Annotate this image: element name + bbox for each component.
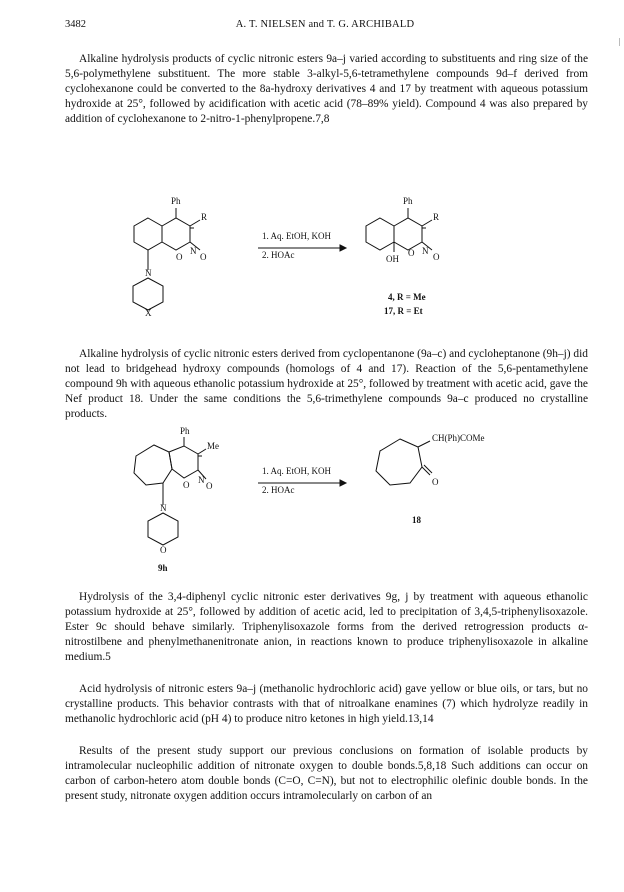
page-edge-mark bbox=[619, 38, 620, 46]
s1-condition-2: 2. HOAc bbox=[262, 250, 295, 260]
s1-label-a: 4, R = Me bbox=[388, 292, 426, 302]
s1-label-b: 17, R = Et bbox=[384, 306, 423, 316]
reaction-arrow-2-head bbox=[340, 480, 346, 486]
reactant-2-me-bond bbox=[198, 449, 206, 454]
s1-product-o-ring: O bbox=[408, 248, 415, 258]
reaction-arrow-1-head bbox=[340, 245, 346, 251]
product-cycloheptanone-ring bbox=[376, 439, 422, 485]
s1-product-oh: OH bbox=[386, 254, 399, 264]
s1-morpholine-n: N bbox=[145, 268, 152, 278]
s1-condition-1: 1. Aq. EtOH, KOH bbox=[262, 231, 331, 241]
morpholine-ring-2 bbox=[148, 513, 178, 545]
product-2-carbonyl-bond bbox=[422, 467, 430, 475]
product-r-bond bbox=[422, 220, 432, 226]
s1-product-ph: Ph bbox=[403, 196, 413, 206]
s1-reactant-o-exo: O bbox=[200, 252, 207, 262]
s2-morpholine-n: N bbox=[160, 503, 167, 513]
s1-reactant-r: R bbox=[201, 212, 208, 222]
reaction-scheme-2 bbox=[0, 425, 624, 580]
morpholine-ring-1 bbox=[133, 278, 163, 310]
product-cyclohexane-ring bbox=[366, 218, 394, 250]
paragraph-5: Results of the present study support our previous conclusions on formation of isolable products by intramolecular nucleophilic addition of nitronate oxygen to double bonds.5,8,18 Such additions can occur on carbon of carbon-hetero atom double bonds (C=O, C=N), but not to electrophilic olefinic double bonds. In the present study, nitronate oxygen addition occurs intramolecularly on carbon of an bbox=[65, 745, 588, 803]
product-oxazine-ring bbox=[394, 218, 422, 250]
s1-product-n: N bbox=[422, 246, 429, 256]
s2-product-o: O bbox=[432, 477, 439, 487]
s2-reactant-ph: Ph bbox=[180, 426, 190, 436]
paragraph-3: Hydrolysis of the 3,4-diphenyl cyclic nitronic ester derivatives 9g, j by treatment with aqueous ethanolic potassium hydroxide at 25°, followed by addition of acetic acid, led to precipitation of 3,4,5-triphenylisoxazole. Ester 9c should behave similarly. Triphenylisoxazole forms from the derived retrogression products α-nitrostilbene and phenylmethanenitronate anion, in reactions known to produce triphenylisoxazole in alkaline medium.5 bbox=[65, 591, 588, 664]
reactant-oxazine-ring bbox=[162, 218, 190, 250]
s1-morpholine-x: X bbox=[145, 308, 152, 318]
s2-product-substituent: CH(Ph)COMe bbox=[432, 433, 485, 443]
s1-product-o-exo: O bbox=[433, 252, 440, 262]
s2-morpholine-o: O bbox=[160, 545, 167, 555]
product-2-carbonyl-double-bond bbox=[424, 465, 432, 473]
s2-reactant-o-ring: O bbox=[183, 480, 190, 490]
reaction-scheme-1 bbox=[0, 190, 624, 340]
scheme-1-drawing bbox=[0, 190, 624, 340]
paragraph-4: Acid hydrolysis of nitronic esters 9a–j (methanolic hydrochloric acid) gave yellow or blue oils, or tars, but no crystalline products. This behavior contrasts with that of nitroalkane enamines (7) which hydrolyze readily in methanolic hydrochloric acid (pH 4) to produce nitro ketones in high yield.13,14 bbox=[65, 683, 588, 726]
s2-condition-1: 1. Aq. EtOH, KOH bbox=[262, 466, 331, 476]
s2-reactant-me: Me bbox=[207, 441, 219, 451]
s1-reactant-o-ring: O bbox=[176, 252, 183, 262]
s2-condition-2: 2. HOAc bbox=[262, 485, 295, 495]
scheme-2-drawing bbox=[0, 425, 624, 580]
s1-reactant-n: N bbox=[190, 246, 197, 256]
reactant-r-bond bbox=[190, 220, 200, 226]
s2-reactant-o-exo: O bbox=[206, 481, 213, 491]
running-title: A. T. NIELSEN and T. G. ARCHIBALD bbox=[235, 19, 415, 30]
reactant-oxazine-ring-2 bbox=[169, 446, 198, 478]
s2-product-label: 18 bbox=[412, 515, 421, 525]
paragraph-2: Alkaline hydrolysis of cyclic nitronic esters derived from cyclopentanone (9a–c) and cycloheptanone (9h–j) did not lead to bridgehead hydroxy compounds (homologs of 4 and 17). Reaction of the 5,6-pentamethylene compound 9h with aqueous ethanolic potassium hydroxide at 25°, followed by treatment with acetic acid, gave the Nef product 18. Under the same conditions the 5,6-trimethylene compounds 9a–c produced no crystalline products. bbox=[65, 348, 588, 421]
s1-product-r: R bbox=[433, 212, 440, 222]
s1-reactant-ph: Ph bbox=[171, 196, 181, 206]
s2-reactant-label: 9h bbox=[158, 563, 168, 573]
reactant-cycloheptane-ring bbox=[134, 445, 172, 485]
reactant-cyclohexane-ring bbox=[134, 218, 162, 250]
page-header bbox=[65, 19, 585, 33]
paragraph-1: Alkaline hydrolysis products of cyclic nitronic esters 9a–j varied according to substituents and ring size of the 5,6-polymethylene substituent. The more stable 3-alkyl-5,6-tetramethylene compounds 9d–f derived from cyclohexanone could be converted to the 8a-hydroxy derivatives 4 and 17 by treatment with aqueous potassium hydroxide at 25°, followed by acidification with acetic acid (78–89% yield). Compound 4 was also prepared by addition of cyclohexanone to 2-nitro-1-phenylpropene.7,8 bbox=[65, 53, 588, 126]
s2-reactant-n: N bbox=[198, 475, 205, 485]
product-2-substituent-bond bbox=[418, 441, 430, 447]
page-number: 3482 bbox=[65, 19, 86, 30]
